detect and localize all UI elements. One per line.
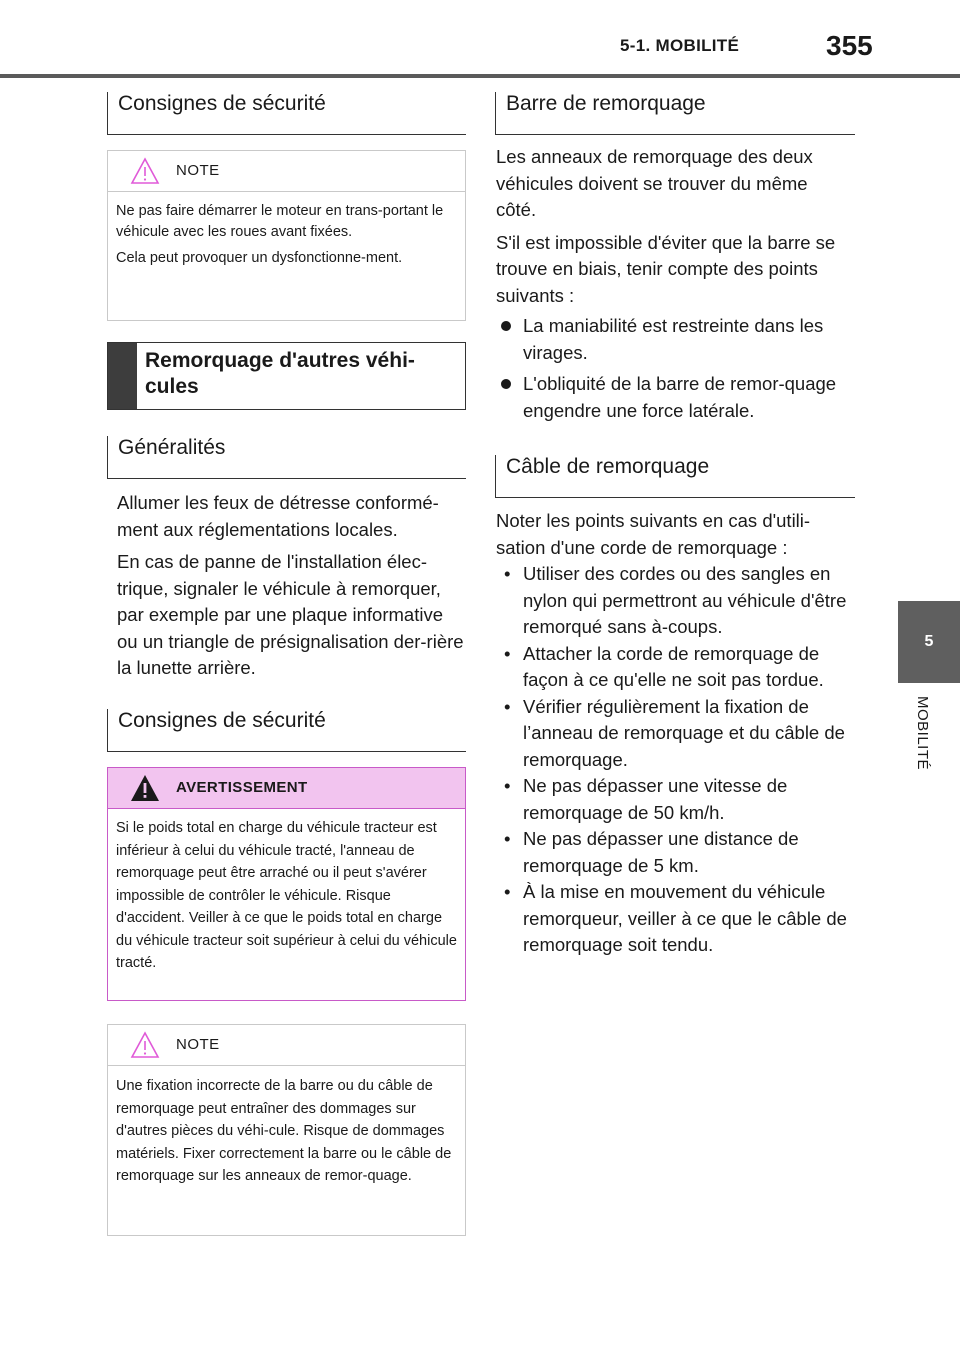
paragraph: En cas de panne de l'installation élec-trique, signaler le véhicule à remorquer, par exemple par une plaque informative ou un triangle de présignalisation der-rière la lunette arrière. <box>117 551 464 678</box>
note-title: NOTE <box>176 162 220 179</box>
heading-text: Généralités <box>118 436 226 459</box>
heading-bar <box>108 343 137 409</box>
list-item <box>496 561 852 641</box>
list-item-text: Utiliser des cordes ou des sangles en nylon qui permettront au véhicule d'être remorqué sans à-coups. <box>523 563 847 637</box>
chapter-tab[interactable]: 5 <box>898 601 960 683</box>
warning-title: AVERTISSEMENT <box>176 779 308 796</box>
warning-header <box>108 768 465 809</box>
tow-cable-intro <box>496 508 851 567</box>
bullet-dot <box>501 321 511 331</box>
heading-safety-instructions-2 <box>107 709 466 752</box>
paragraph: S'il est impossible d'éviter que la barre se trouve en biais, tenir compte des points suivants : <box>496 231 836 306</box>
list-item <box>496 694 852 774</box>
page-number: 355 <box>826 30 873 61</box>
caution-triangle-icon <box>130 1031 160 1059</box>
heading-text: Consignes de sécurité <box>118 709 326 732</box>
heading-safety-instructions <box>107 92 466 135</box>
list-item <box>496 826 852 879</box>
list-item-text: Vérifier régulièrement la fixation de l’anneau de remorquage et du câble de remorquage. <box>523 695 845 770</box>
note-box-2 <box>107 1024 466 1236</box>
note-header <box>108 1025 465 1066</box>
bullet-dot <box>501 379 511 389</box>
general-text <box>117 490 467 688</box>
note-paragraph: Ne pas faire démarrer le moteur en trans-portant le véhicule avec les roues avant fixées. <box>116 203 444 240</box>
note-body <box>108 192 465 269</box>
bullet-marker: • <box>504 881 511 902</box>
list-item <box>496 879 852 959</box>
note-header <box>108 151 465 192</box>
heading-tow-cable <box>495 455 855 498</box>
list-item <box>496 313 851 366</box>
list-item-text: Attacher la corde de remorquage de façon à ce qu'elle ne soit pas tordue. <box>523 642 824 690</box>
list-item <box>496 371 851 424</box>
heading-text: Câble de remorquage <box>506 455 710 478</box>
note-paragraph: Cela peut provoquer un dysfonctionne-ment. <box>116 250 403 266</box>
list-item-text: Ne pas dépasser une vitesse de remorquage de 50 km/h. <box>523 775 788 823</box>
bullet-marker: • <box>504 695 511 717</box>
heading-text: Barre de remorquage <box>506 92 706 115</box>
tow-bar-bullets <box>496 313 851 429</box>
list-item-text: La maniabilité est restreinte dans les virages. <box>523 315 824 363</box>
warning-box <box>107 767 466 1001</box>
bullet-marker: • <box>504 828 511 849</box>
heading-text: Consignes de sécurité <box>118 92 326 115</box>
warning-body: Si le poids total en charge du véhicule tracteur est inférieur à celui du véhicule tracté, l'anneau de remorquage peut être arraché ou il peut s'avérer impossible de contrôler le véhicule. Risque d'accident. Veiller à ce que le poids total en charge du véhicule tracteur soit supérieur à celui du véhicule tracté. <box>116 820 457 971</box>
note-title: NOTE <box>176 1036 220 1053</box>
paragraph: Allumer les feux de détresse conformé-ment aux réglementations locales. <box>117 492 439 540</box>
bullet-marker: • <box>504 775 511 796</box>
list-item-text: À la mise en mouvement du véhicule remorqueur, veiller à ce que le câble de remorquage soit tendu. <box>523 881 847 955</box>
heading-towing-other-vehicles <box>107 342 466 410</box>
paragraph: Les anneaux de remorquage des deux véhicules doivent se trouver du même côté. <box>496 146 813 220</box>
tow-bar-text <box>496 144 851 315</box>
bullet-marker: • <box>504 642 511 664</box>
note-box-1 <box>107 150 466 321</box>
warning-triangle-icon <box>130 773 160 803</box>
bullet-marker: • <box>504 563 511 584</box>
running-header-section: 5-1. MOBILITÉ <box>620 36 740 55</box>
heading-tow-bar <box>495 92 855 135</box>
chapter-tab-label: MOBILITÉ <box>914 696 931 771</box>
header-divider <box>0 74 960 78</box>
list-item <box>496 773 852 826</box>
list-item-text: Ne pas dépasser une distance de remorquage de 5 km. <box>523 828 799 876</box>
note-body: Une fixation incorrecte de la barre ou du câble de remorquage peut entraîner des dommages sur d'autres pièces du véhi-cule. Risque de dommages matériels. Fixer correctement la barre ou le câble de remorquage sur les anneaux de remor-quage. <box>116 1078 452 1184</box>
list-item <box>496 641 852 694</box>
caution-triangle-icon <box>130 157 160 185</box>
paragraph: Noter les points suivants en cas d'utili-sation d'une corde de remorquage : <box>496 510 811 558</box>
heading-general <box>107 436 466 479</box>
list-item-text: L'obliquité de la barre de remor-quage engendre une force latérale. <box>523 373 837 421</box>
tow-cable-list <box>496 561 852 959</box>
heading-text: Remorquage d'autres véhi-cules <box>145 349 415 398</box>
